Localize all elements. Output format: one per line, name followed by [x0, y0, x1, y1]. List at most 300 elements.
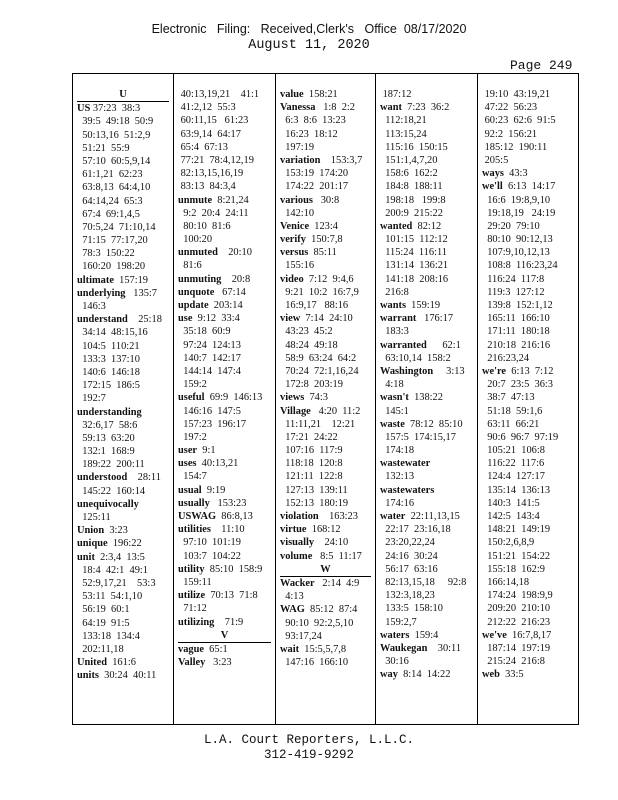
index-entry: [178, 457, 275, 470]
index-entry-continuation: [380, 88, 477, 101]
page-line-refs: 59:13 63:20: [77, 432, 135, 444]
index-entry-continuation: [77, 590, 173, 603]
index-entry-continuation: [178, 128, 275, 141]
page-line-refs: 216:8: [380, 286, 409, 298]
page-line-refs: 40:13,21: [196, 458, 239, 470]
page-line-refs: 20:10: [217, 247, 252, 259]
index-term: views: [280, 392, 305, 404]
index-term: video: [280, 273, 304, 285]
index-entry-continuation: [482, 602, 580, 615]
index-term: unique: [77, 538, 108, 550]
page-line-refs: 1:8 2:2: [315, 102, 355, 114]
index-term: wait: [280, 643, 300, 655]
page-line-refs: 33:5: [499, 669, 524, 681]
index-entry-continuation: [482, 273, 580, 286]
index-entry: [280, 550, 375, 563]
index-term: we'll: [482, 181, 503, 193]
index-column-4: [375, 74, 477, 724]
page-line-refs: 83:13 84:3,4: [178, 181, 236, 193]
page-line-refs: 158:21: [303, 89, 338, 100]
index-entry: [380, 418, 477, 431]
page-line-refs: 19:18,19 24:19: [482, 207, 556, 219]
page-line-refs: 103:7 104:22: [178, 550, 241, 562]
index-entry-continuation: [77, 155, 173, 168]
page-line-refs: 8:21,24: [212, 194, 249, 206]
index-entry: [380, 339, 477, 352]
index-entry-continuation: [482, 523, 580, 536]
index-term: web: [482, 669, 500, 681]
page-line-refs: 157:23 196:17: [178, 418, 247, 430]
page-line-refs: 80:10 90:12,13: [482, 234, 553, 246]
index-entry-continuation: [77, 326, 173, 339]
index-entry: [380, 391, 477, 404]
page-line-refs: 198:18 199:8: [380, 194, 446, 206]
index-entry-continuation: [280, 299, 375, 312]
page-line-refs: 104:5 110:21: [77, 340, 140, 352]
page-line-refs: 61:1,21 62:23: [77, 169, 143, 181]
index-column-1: [73, 74, 173, 724]
page-line-refs: 80:10 81:6: [178, 220, 231, 232]
index-entry: [178, 312, 275, 325]
index-term: unmuting: [178, 273, 222, 285]
page-line-refs: 78:3 150:22: [77, 248, 135, 260]
index-entry-continuation: [482, 259, 580, 272]
index-entry-continuation: [280, 431, 375, 444]
index-entry-continuation: [280, 630, 375, 643]
index-entry-continuation: [77, 221, 173, 234]
page-line-refs: 22:17 23:16,18: [380, 524, 451, 536]
index-entry-continuation: [178, 259, 275, 272]
page-line-refs: 52:9,17,21 53:3: [77, 577, 156, 589]
page-line-refs: 155:16: [280, 260, 315, 272]
index-entry-continuation: [482, 418, 580, 431]
index-entry-continuation: [482, 339, 580, 352]
page-line-refs: 135:7: [125, 287, 157, 299]
page-line-refs: 116:22 117:6: [482, 458, 545, 470]
page-line-refs: 78:12 85:10: [404, 418, 463, 430]
filing-stamp-line: Electronic Filing: Received,Clerk's Office 08/17/2020: [151, 22, 467, 36]
index-entry: [380, 484, 477, 497]
page-line-refs: 93:17,24: [280, 630, 322, 642]
page-line-refs: 63:9,14 64:17: [178, 128, 241, 140]
page-line-refs: 77:21 78:4,12,19: [178, 154, 254, 166]
page-line-refs: 133:5 158:10: [380, 603, 443, 615]
page-line-refs: 62:1: [426, 339, 461, 351]
page-line-refs: 16:7,8,17: [506, 629, 552, 641]
page-line-refs: 2:14 4:9: [314, 577, 360, 589]
index-entry-continuation: [380, 325, 477, 338]
page-line-refs: 22:11,13,15: [405, 511, 460, 522]
page-line-refs: 145:22 160:14: [77, 485, 146, 497]
index-entry-continuation: [482, 550, 580, 563]
index-entry-continuation: [178, 88, 275, 101]
page-line-refs: 51:21 55:9: [77, 142, 130, 154]
index-term: view: [280, 313, 301, 325]
index-entry-continuation: [380, 576, 477, 589]
index-term: utility: [178, 563, 205, 575]
index-entry: [77, 498, 173, 511]
index-entry-continuation: [178, 431, 275, 444]
index-term: unmuted: [178, 247, 218, 259]
page-line-refs: 39:5 49:18 50:9: [77, 116, 154, 128]
page-line-refs: 85:12 87:4: [304, 604, 358, 616]
page-line-refs: 159:4: [409, 629, 439, 641]
index-term: unquote: [178, 286, 215, 298]
page-line-refs: 35:18 60:9: [178, 326, 231, 338]
index-entry-continuation: [380, 497, 477, 510]
index-entry-continuation: [280, 444, 375, 457]
index-entry-continuation: [178, 536, 275, 549]
index-entry-continuation: [380, 550, 477, 563]
page-line-refs: 6:3 8:6 13:23: [280, 115, 346, 127]
index-entry-continuation: [380, 470, 477, 483]
page-line-refs: 69:9 146:13: [204, 392, 263, 404]
index-term: Vanessa: [280, 102, 316, 114]
page-line-refs: 118:18 120:8: [280, 458, 343, 470]
index-entry-continuation: [380, 444, 477, 457]
page-line-refs: 17:21 24:22: [280, 431, 338, 443]
page-line-refs: 107:16 117:9: [280, 445, 343, 457]
index-entry-continuation: [380, 405, 477, 418]
index-entry-continuation: [482, 431, 580, 444]
page-line-refs: 18:4 42:1 49:1: [77, 564, 149, 576]
page-line-refs: 9:1: [197, 445, 216, 457]
index-entry-continuation: [380, 536, 477, 549]
index-entry-continuation: [280, 457, 375, 470]
index-entry-continuation: [482, 114, 580, 127]
index-entry: [178, 194, 275, 207]
index-entry: [482, 668, 580, 681]
index-term: unit: [77, 551, 95, 563]
page-line-refs: 166:14,18: [482, 576, 530, 588]
page-line-refs: 25:18: [127, 314, 162, 326]
index-entry-continuation: [77, 234, 173, 247]
page-line-refs: 16:6 19:8,9,10: [482, 194, 551, 206]
index-entry-continuation: [280, 180, 375, 193]
page-line-refs: 101:15 112:12: [380, 234, 448, 246]
page-line-refs: 67:14: [214, 286, 246, 298]
page-line-refs: 19:10 43:19,21: [482, 89, 551, 100]
index-entry: [178, 286, 275, 299]
page-line-refs: 8:5 11:17: [312, 550, 362, 562]
page-line-refs: 63:8,13 64:4,10: [77, 182, 151, 194]
index-entry-continuation: [380, 431, 477, 444]
page-line-refs: 215:24 216:8: [482, 656, 545, 668]
index-term: utilities: [178, 524, 211, 536]
index-entry: [280, 643, 375, 656]
index-entry: [178, 643, 275, 656]
index-term: warranted: [380, 339, 427, 351]
section-letter-heading: V: [178, 629, 271, 643]
index-entry-continuation: [178, 550, 275, 563]
index-entry-continuation: [482, 128, 580, 141]
page-line-refs: 6:13 14:17: [502, 181, 556, 193]
page-line-refs: 65:4 67:13: [178, 141, 228, 153]
index-entry: [77, 524, 173, 537]
index-entry: [178, 510, 275, 523]
index-entry-continuation: [482, 325, 580, 338]
page-line-refs: 140:6 146:18: [77, 366, 140, 378]
index-entry: [280, 273, 375, 286]
page-line-refs: 108:8 116:23,24: [482, 260, 558, 272]
index-entry-continuation: [178, 101, 275, 114]
page-line-refs: 210:18 216:16: [482, 339, 551, 351]
index-entry: [178, 616, 275, 629]
index-term: USWAG: [178, 511, 217, 522]
index-term: use: [178, 313, 193, 325]
page-line-refs: 147:16 166:10: [280, 657, 349, 669]
page-line-refs: 100:20: [178, 234, 213, 246]
index-term: want: [380, 102, 402, 114]
index-term: wastewaters: [380, 484, 435, 496]
index-entry-continuation: [380, 259, 477, 272]
index-entry-continuation: [482, 536, 580, 549]
page-line-refs: 15:5,5,7,8: [299, 643, 347, 655]
index-entry-continuation: [482, 312, 580, 325]
page-line-refs: 24:10: [314, 537, 349, 549]
page-line-refs: 3:23: [205, 657, 232, 669]
index-entry-continuation: [482, 497, 580, 510]
page-line-refs: 187:14 197:19: [482, 642, 551, 654]
index-term: variation: [280, 154, 321, 166]
page-line-refs: 7:12 9:4,6: [303, 273, 354, 285]
index-term: Valley: [178, 657, 206, 669]
index-entry-continuation: [77, 419, 173, 432]
page-line-refs: 105:21 106:8: [482, 445, 545, 457]
index-entry-continuation: [77, 392, 173, 405]
index-entry: [380, 299, 477, 312]
page-line-refs: 3:13: [433, 365, 465, 377]
page-line-refs: 70:13 71:8: [205, 590, 258, 602]
index-entry-continuation: [380, 207, 477, 220]
page-line-refs: 9:21 10:2 16:7,9: [280, 286, 359, 298]
index-entry: [380, 668, 477, 681]
index-entry-continuation: [77, 168, 173, 181]
page-line-refs: 158:6 162:2: [380, 168, 438, 180]
page-line-refs: 159:2,7: [380, 616, 417, 628]
index-entry-continuation: [380, 246, 477, 259]
page-line-refs: 115:24 116:11: [380, 247, 447, 259]
index-entry-continuation: [482, 444, 580, 457]
index-entry-continuation: [178, 378, 275, 391]
page-line-refs: 159:19: [405, 300, 441, 311]
index-entry-continuation: [482, 101, 580, 114]
index-term: understood: [77, 472, 128, 484]
index-entry: [77, 669, 173, 682]
index-entry-continuation: [380, 273, 477, 286]
index-entry-continuation: [77, 617, 173, 630]
page-line-refs: 145:1: [380, 405, 409, 417]
index-entry: [280, 510, 375, 523]
index-entry-continuation: [280, 590, 375, 603]
page-line-refs: 161:6: [107, 657, 136, 669]
page-line-refs: 132:1 168:9: [77, 446, 135, 458]
index-entry-continuation: [178, 339, 275, 352]
page-line-refs: 119:3 127:12: [482, 286, 545, 298]
page-line-refs: 6:13 7:12: [506, 365, 554, 377]
index-entry-continuation: [178, 576, 275, 589]
page-line-refs: 205:5: [482, 154, 509, 166]
index-entry-continuation: [482, 576, 580, 589]
page-line-refs: 30:8: [312, 194, 340, 206]
index-entry-continuation: [482, 484, 580, 497]
index-entry: [482, 629, 580, 642]
index-entry-continuation: [482, 233, 580, 246]
page-line-refs: 146:3: [77, 301, 106, 312]
page-line-refs: 135:14 136:13: [482, 484, 551, 496]
page-line-refs: 153:19 174:20: [280, 168, 349, 180]
page-line-refs: 184:8 188:11: [380, 181, 443, 193]
page-line-refs: 160:20 198:20: [77, 261, 146, 273]
index-term: we're: [482, 365, 507, 377]
page-line-refs: 153:3,7: [320, 154, 363, 166]
index-term: unequivocally: [77, 498, 139, 510]
index-term: visually: [280, 537, 315, 549]
index-entry: [280, 523, 375, 536]
page-line-refs: 63:11 66:21: [482, 418, 540, 430]
page-line-refs: 82:12: [412, 220, 442, 232]
index-entry-continuation: [77, 208, 173, 221]
page-line-refs: 150:2,6,8,9: [482, 537, 535, 549]
index-term: United: [77, 657, 108, 669]
index-entry-continuation: [482, 194, 580, 207]
index-term: wants: [380, 300, 406, 311]
index-entry-continuation: [482, 352, 580, 365]
index-entry-continuation: [178, 114, 275, 127]
index-entry: [178, 273, 275, 286]
page-line-refs: 133:18 134:4: [77, 630, 140, 642]
page-line-refs: 56:17 63:16: [380, 563, 438, 575]
page-line-refs: 20:7 23:5 36:3: [482, 379, 554, 391]
transcript-date: August 11, 2020: [248, 38, 370, 53]
index-entry: [482, 180, 580, 193]
page-line-refs: 141:18 208:16: [380, 273, 449, 285]
page-line-refs: 142:5 143:4: [482, 511, 540, 522]
page-line-refs: 60:11,15 61:23: [178, 115, 249, 127]
page-line-refs: 127:13 139:11: [280, 484, 348, 496]
index-entry-continuation: [380, 523, 477, 536]
index-entry: [380, 312, 477, 325]
index-entry: [380, 510, 477, 523]
index-entry-continuation: [380, 194, 477, 207]
index-entry-continuation: [482, 391, 580, 404]
page-line-refs: 176:17: [416, 313, 454, 325]
index-entry-continuation: [482, 510, 580, 523]
page-line-refs: 20:8: [221, 273, 251, 285]
index-entry: [380, 457, 477, 470]
index-entry: [77, 406, 173, 419]
page-line-refs: 146:16 147:5: [178, 405, 241, 417]
index-term: understanding: [77, 406, 142, 418]
index-entry-continuation: [280, 286, 375, 299]
page-line-refs: 40:13,19,21 41:1: [178, 89, 260, 100]
reporter-phone: 312-419-9292: [263, 748, 354, 762]
index-entry-continuation: [77, 379, 173, 392]
page-line-refs: 82:13,15,16,19: [178, 168, 244, 180]
page-line-refs: 172:15 186:5: [77, 380, 140, 392]
page-line-refs: 64:19 91:5: [77, 617, 130, 629]
page-line-refs: 60:23 62:6 91:5: [482, 115, 556, 127]
page-line-refs: 4:13: [280, 591, 304, 603]
index-entry-continuation: [77, 142, 173, 155]
index-term: way: [380, 669, 398, 681]
index-entry: [280, 194, 375, 207]
page-line-refs: 148:21 149:19: [482, 524, 551, 536]
index-entry-continuation: [482, 655, 580, 668]
page-line-refs: 189:22 200:11: [77, 459, 145, 471]
index-entry: [178, 589, 275, 602]
index-entry: [178, 497, 275, 510]
page-line-refs: 29:20 79:10: [482, 220, 540, 232]
page-line-refs: 70:24 72:1,16,24: [280, 365, 359, 377]
index-term: uses: [178, 458, 197, 470]
index-entry-continuation: [482, 88, 580, 101]
page-line-refs: 152:13 180:19: [280, 497, 349, 509]
page-line-refs: 113:15,24: [380, 128, 427, 140]
page-line-refs: 64:14,24 65:3: [77, 195, 143, 207]
index-entry-continuation: [280, 365, 375, 378]
page-line-refs: 192:7: [77, 393, 106, 405]
index-entry-continuation: [482, 207, 580, 220]
page-line-refs: 159:2: [178, 379, 207, 391]
page-line-refs: 165:11 166:10: [482, 313, 550, 325]
index-entry-continuation: [482, 286, 580, 299]
index-entry-continuation: [77, 485, 173, 498]
index-entry: [482, 167, 580, 180]
index-term: Washington: [380, 365, 434, 377]
page-line-refs: 32:6,17 58:6: [77, 419, 138, 431]
index-entry-continuation: [482, 405, 580, 418]
index-entry-continuation: [380, 563, 477, 576]
page-line-refs: 174:22 201:17: [280, 181, 349, 193]
page-line-refs: 155:18 162:9: [482, 563, 545, 575]
index-column-3: [275, 74, 375, 724]
index-term: volume: [280, 550, 313, 562]
page-line-refs: 200:9 215:22: [380, 207, 443, 219]
page-line-refs: 157:19: [113, 274, 148, 286]
index-entry-continuation: [77, 432, 173, 445]
index-entry-continuation: [280, 656, 375, 669]
page-line-refs: 97:24 124:13: [178, 339, 241, 351]
page-line-refs: 151:21 154:22: [482, 550, 551, 562]
page-line-refs: 216:23,24: [482, 352, 530, 364]
index-entry-continuation: [280, 352, 375, 365]
index-entry-continuation: [77, 630, 173, 643]
index-entry-continuation: [280, 484, 375, 497]
index-entry-continuation: [178, 233, 275, 246]
index-entry: [280, 101, 375, 114]
page-line-refs: 71:15 77:17,20: [77, 235, 148, 247]
page-line-refs: 174:18: [380, 445, 415, 457]
index-entry-continuation: [77, 603, 173, 616]
index-term: underlying: [77, 287, 126, 299]
page-line-refs: 47:22 56:23: [482, 102, 538, 114]
index-entry: [280, 246, 375, 259]
page-line-refs: 174:24 198:9,9: [482, 590, 553, 602]
page-line-refs: 65:1: [203, 643, 228, 655]
index-term: ways: [482, 168, 504, 180]
page-line-refs: 63:10,14 158:2: [380, 352, 451, 364]
index-term: violation: [280, 511, 319, 522]
page-line-refs: 151:1,4,7,20: [380, 154, 438, 166]
page-line-refs: 38:7 47:13: [482, 392, 535, 404]
page-line-refs: 139:8 152:1,12: [482, 300, 553, 311]
index-entry-continuation: [280, 339, 375, 352]
page-line-refs: 133:3 137:10: [77, 353, 140, 365]
index-entry-continuation: [77, 643, 173, 656]
index-term: waters: [380, 629, 410, 641]
page-line-refs: 123:4: [309, 220, 338, 232]
